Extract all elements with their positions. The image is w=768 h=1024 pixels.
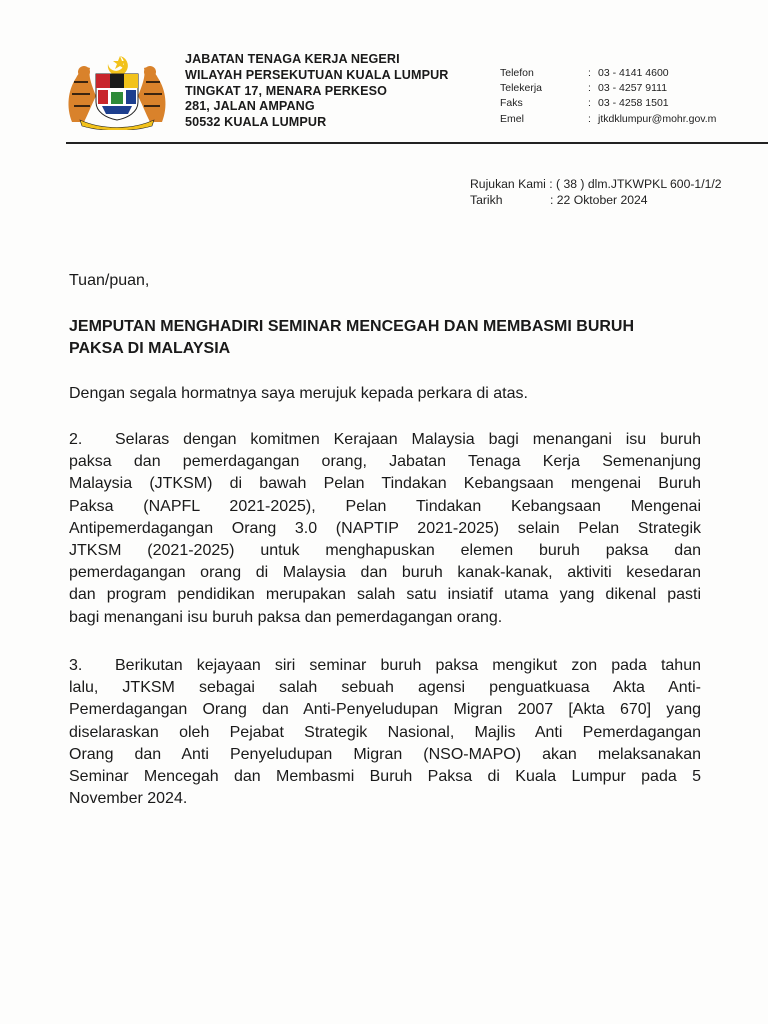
reference-value: ( 38 ) dlm.JTKWPKL 600-1/1/2 [556,177,722,191]
paragraph-line: lalu, JTKSM sebagai salah sebuah agensi penguatkuasa Akta Anti- [69,679,701,697]
contact-value-telefon: 03 - 4141 4600 [598,67,669,79]
reference-label: Rujukan Kami : [470,177,553,191]
org-line: 50532 KUALA LUMPUR [185,115,327,130]
paragraph-line: Pemerdagangan Orang dan Anti-Penyeludupan Migran 2007 [Akta 670] yang [69,701,701,719]
paragraph-line: bagi menangani isu buruh paksa dan pemerdagangan orang. [69,608,503,626]
header-divider [66,142,768,144]
contact-label-faks: Faks [500,97,523,110]
letter-subject [69,316,709,360]
paragraph-line: 2. Selaras dengan komitmen Kerajaan Malaysia bagi menangani isu buruh [69,429,701,451]
org-line: JABATAN TENAGA KERJA NEGERI [185,52,400,66]
paragraph-number: 3. [69,657,83,674]
contact-value-telekerja: 03 - 4257 9111 [598,82,668,95]
org-line: WILAYAH PERSEKUTUAN KUALA LUMPUR [185,67,449,82]
contact-label-telekerja: Telekerja [500,82,543,95]
paragraph-number: 2. [69,431,83,448]
reference-block [470,176,722,208]
paragraph-line: pemerdagangan orang di Malaysia dan buruh kanak-kanak, aktiviti kesedaran [69,564,701,582]
paragraph-line: Paksa (NAPFL 2021-2025), Pelan Tindakan Kebangsaan Mengenai [69,497,701,515]
paragraph-line: 3. Berikutan kejayaan siri seminar buruh paksa mengikut zon pada tahun [69,655,701,677]
contact-label-emel: Emel [500,112,524,125]
org-line: 281, JALAN AMPANG [185,99,315,114]
paragraph-line: paksa dan pemerdagangan orang, Jabatan Tenaga Kerja Semenanjung [69,453,701,471]
date-value: : 22 Oktober 2024 [550,193,648,207]
intro-paragraph: Dengan segala hormatnya saya merujuk kepada perkara di atas. [69,385,528,402]
contact-value-emel: jtkdklumpur@mohr.gov.m [598,112,717,125]
paragraph-line: November 2024. [69,790,188,808]
contact-values: : 03 - 4141 4600 : 03 - 4257 9111 : 03 - 4258 1501 : jtkdklumpur@mohr.gov.m [588,66,716,127]
paragraph-line: dan program pendidikan merupakan salah satu insiatif utama yang dikenal pasti [69,586,701,604]
paragraph-line: Seminar Mencegah dan Membasmi Buruh Paksa di Kuala Lumpur pada 5 [69,767,701,785]
salutation: Tuan/puan, [69,272,150,289]
coat-of-arms-logo [62,52,172,130]
paragraph-line: Orang dan Anti Penyeludupan Migran (NSO-MAPO) akan melaksanakan [69,745,701,763]
contact-value-faks: 03 - 4258 1501 [598,97,669,110]
paragraph-2 [69,429,701,629]
paragraph-line: Antipemerdagangan Orang 3.0 (NAPTIP 2021-2025) selain Pelan Strategik [69,519,701,537]
organization-address [185,52,448,131]
subject-line: PAKSA DI MALAYSIA [69,340,231,357]
paragraph-line: Malaysia (JTKSM) di bawah Pelan Tindakan Kebangsaan mengenai Buruh [69,475,701,493]
paragraph-line: JTKSM (2021-2025) untuk menghapuskan elemen buruh paksa dan [69,541,701,559]
paragraph-line: diselaraskan oleh Pejabat Strategik Nasional, Majlis Anti Pemerdagangan [69,723,701,741]
subject-line: JEMPUTAN MENGHADIRI SEMINAR MENCEGAH DAN MEMBASMI BURUH [69,318,635,335]
contact-label-telefon: Telefon [500,67,534,79]
paragraph-3 [69,655,701,810]
date-label: Tarikh [470,193,503,207]
contact-labels [500,66,542,127]
org-line: TINGKAT 17, MENARA PERKESO [185,83,388,98]
